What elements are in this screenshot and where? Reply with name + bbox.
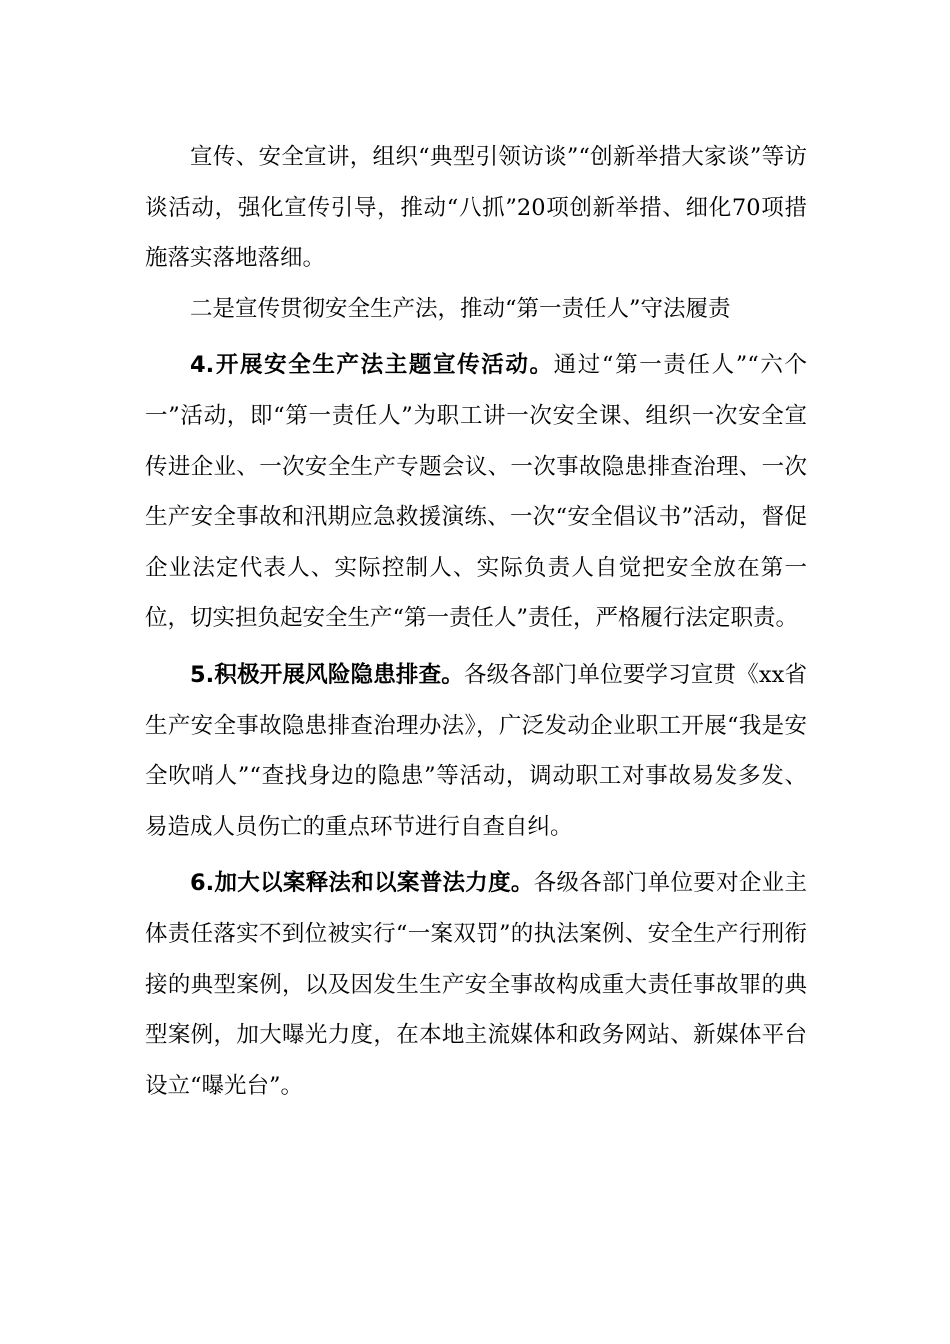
item-6-heading: 6.加大以案释法和以案普法力度。 — [190, 870, 534, 897]
paragraph-publicity-continuation — [145, 132, 807, 284]
item-4-heading: 4.开展安全生产法主题宣传活动。 — [190, 352, 554, 379]
paragraph-item-4 — [145, 340, 807, 644]
paragraph-item-6 — [145, 858, 807, 1111]
item-5-text: 各级各部门单位要学习宣贯《xx省生产安全事故隐患排查治理办法》，广泛发动企业职工开展“我是安全吹哨人”“查找身边的隐患”等活动，调动职工对事故易发多发、易造成人员伤亡的重点环节进行自查自纠。 — [145, 661, 807, 840]
item-6-text: 各级各部门单位要对企业主体责任落实不到位被实行“一案双罚”的执法案例、安全生产行刑衔接的典型案例，以及因发生生产安全事故构成重大责任事故罪的典型案例，加大曝光力度，在本地主流媒体和政务网站、新媒体平台设立“曝光台”。 — [145, 870, 807, 1099]
paragraph-item-5 — [145, 650, 807, 852]
item-4-text: 通过“第一责任人”“六个一”活动，即“第一责任人”为职工讲一次安全课、组织一次安全宣传进企业、一次安全生产专题会议、一次事故隐患排查治理、一次生产安全事故和汛期应急救援演练、一次“安全倡议书”活动，督促企业法定代表人、实际控制人、实际负责人自觉把安全放在第一位，切实担负起安全生产“第一责任人”责任，严格履行法定职责。 — [145, 352, 807, 632]
section-heading-second — [145, 284, 807, 335]
section-heading-text: 二是宣传贯彻安全生产法，推动“第一责任人”守法履责 — [190, 295, 731, 322]
paragraph-text: 宣传、安全宣讲，组织“典型引领访谈”“创新举措大家谈”等访谈活动，强化宣传引导，推动“八抓”20项创新举措、细化70项措施落实落地落细。 — [145, 144, 807, 272]
item-5-heading: 5.积极开展风险隐患排查。 — [190, 661, 464, 688]
document-body — [145, 132, 807, 1111]
